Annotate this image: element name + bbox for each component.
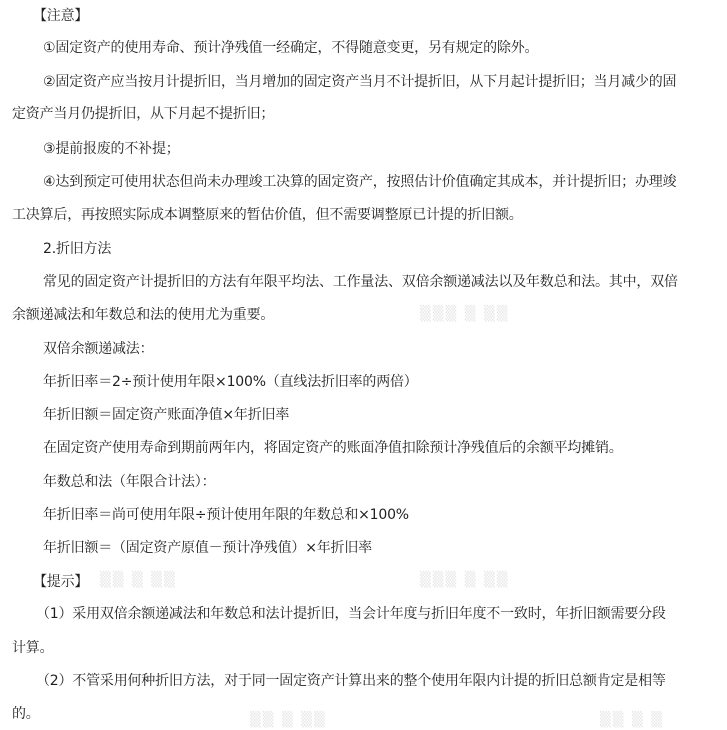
ddb-rate-formula: 年折旧率＝2÷预计使用年限×100%（直线法折旧率的两倍） — [43, 374, 418, 390]
watermark: ▒▒ ▒ ▒ — [600, 712, 664, 728]
notice-item-4-line-2: 工决算后，再按照实际成本调整原来的暂估价值，但不需要调整原已计提的折旧额。 — [12, 207, 523, 223]
tip-1-line-2: 计算。 — [12, 640, 54, 656]
syd-rate-formula: 年折旧率＝尚可使用年限÷预计使用年限的年数总和×100% — [43, 507, 409, 523]
ddb-amount-formula: 年折旧额＝固定资产账面净值×年折旧率 — [43, 407, 290, 423]
section-intro-line-1: 常见的固定资产计提折旧的方法有年限平均法、工作量法、双倍余额递减法以及年数总和法。其中，双倍 — [43, 274, 678, 290]
watermark: ▒▒▒ ▒ ▒▒ — [420, 572, 510, 588]
syd-title: 年数总和法（年限合计法）： — [43, 474, 216, 490]
notice-item-3: ③提前报废的不补提； — [43, 141, 180, 157]
watermark: ▒▒ ▒ ▒▒ — [250, 712, 327, 728]
ddb-note: 在固定资产使用寿命到期前两年内，将固定资产的账面净值扣除预计净残值后的余额平均摊销。 — [43, 440, 623, 456]
tip-2-line-2: 的。 — [12, 706, 40, 722]
watermark: ▒▒▒ ▒ ▒▒ — [420, 306, 510, 322]
notice-item-1: ①固定资产的使用寿命、预计净残值一经确定，不得随意变更，另有规定的除外。 — [43, 40, 539, 56]
tips-heading: 【提示】 — [33, 574, 89, 590]
notice-item-2-line-1: ②固定资产应当按月计提折旧，当月增加的固定资产当月不计提折旧，从下月起计提折旧；当月减少的固 — [43, 74, 677, 90]
notice-item-4-line-1: ④达到预定可使用状态但尚未办理竣工决算的固定资产，按照估计价值确定其成本，并计提折旧；办理竣 — [43, 174, 677, 190]
tip-2-line-1: （2）不管采用何种折旧方法，对于同一固定资产计算出来的整个使用年限内计提的折旧总额肯定是相等 — [36, 673, 666, 689]
watermark: ▒▒ ▒ ▒▒ — [100, 572, 177, 588]
ddb-title: 双倍余额递减法： — [43, 341, 154, 357]
section-intro-line-2: 余额递减法和年数总和法的使用尤为重要。 — [12, 307, 275, 323]
notice-item-2-line-2: 定资产当月仍提折旧，从下月起不提折旧； — [12, 106, 275, 122]
notice-heading: 【注意】 — [33, 8, 89, 24]
tip-1-line-1: （1）采用双倍余额递减法和年数总和法计提折旧，当会计年度与折旧年度不一致时，年折旧额需要分段 — [36, 606, 666, 622]
syd-amount-formula: 年折旧额＝（固定资产原值－预计净残值）×年折旧率 — [43, 540, 372, 556]
section-title: 2.折旧方法 — [43, 241, 112, 257]
